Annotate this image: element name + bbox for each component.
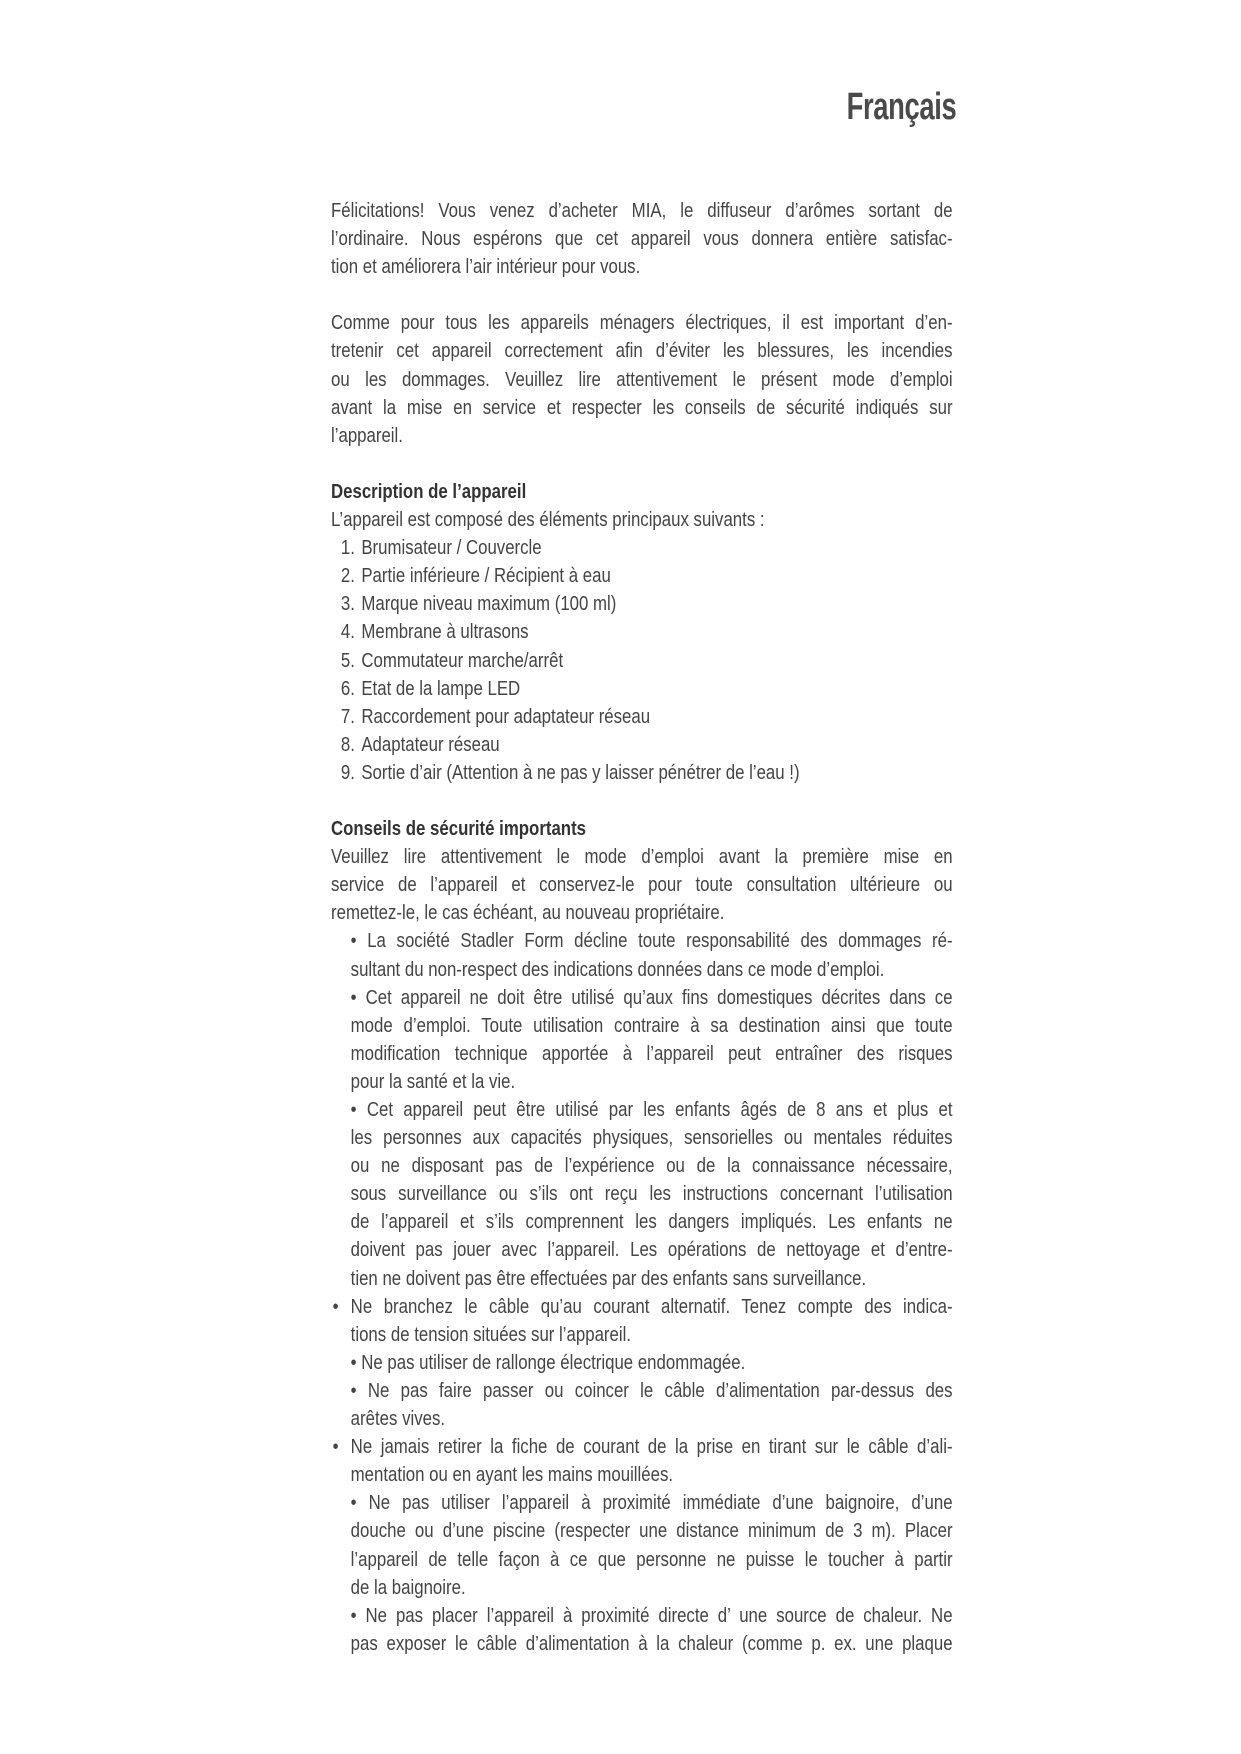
item-text: Raccordement pour adaptateur réseau <box>361 704 651 728</box>
text-line: avant la mise en service et respecter les conseils de sécurité indiqués sur <box>331 395 953 419</box>
text-line: Comme pour tous les appareils ménagers électriques, il est important d’en- <box>331 311 953 335</box>
bullet-item <box>331 1293 953 1349</box>
text-line: service de l’appareil et conservez-le pour toute consultation ultérieure ou <box>331 873 953 897</box>
text-line: Veuillez lire attentivement le mode d’emploi avant la première mise en <box>331 845 953 869</box>
item-number: 2. <box>340 564 355 588</box>
item-number: 3. <box>340 592 355 616</box>
text-line: doivent pas jouer avec l’appareil. Les opérations de nettoyage et d’entre- <box>350 1238 953 1262</box>
item-text: Brumisateur / Couvercle <box>361 536 542 560</box>
bullet-item <box>331 927 953 983</box>
item-number: 9. <box>340 760 355 784</box>
text-line: l’ordinaire. Nous espérons que cet appareil vous donnera entière satisfac- <box>331 227 953 251</box>
bullet-item <box>331 984 953 1096</box>
text-line: L’appareil est composé des éléments principaux suivants : <box>331 508 765 532</box>
item-number: 4. <box>340 620 355 644</box>
text-line: Félicitations! Vous venez d’acheter MIA, le diffuseur d’arômes sortant de <box>331 199 953 222</box>
item-text: Membrane à ultrasons <box>361 620 529 644</box>
list-item <box>331 675 953 703</box>
bullet-item <box>331 1377 953 1433</box>
list-item <box>331 562 953 590</box>
bullet-item <box>331 1349 953 1377</box>
text-line: les personnes aux capacités physiques, sensorielles ou mentales réduites <box>350 1126 953 1150</box>
item-text: Marque niveau maximum (100 ml) <box>361 592 617 616</box>
text-line: pas exposer le câble d’alimentation à la chaleur (comme p. ex. une plaque <box>350 1631 953 1655</box>
item-text: Partie inférieure / Récipient à eau <box>361 564 611 588</box>
spacer <box>331 787 953 815</box>
item-text: Commutateur marche/arrêt <box>361 648 564 672</box>
paragraph <box>331 197 953 281</box>
item-number: 8. <box>340 732 355 756</box>
text-line: ou les dommages. Veuillez lire attentivement le présent mode d’emploi <box>331 367 953 391</box>
text-line: sultant du non-respect des indications données dans ce mode d’emploi. <box>350 957 885 981</box>
text-line: de l’appareil et s’ils comprennent les dangers impliqués. Les enfants ne <box>350 1210 953 1234</box>
text-line: remettez-le, le cas échéant, au nouveau propriétaire. <box>331 901 725 925</box>
text-line: l’appareil. <box>331 423 403 447</box>
text-line: • La société Stadler Form décline toute responsabilité des dommages ré- <box>350 929 953 953</box>
list-item <box>331 590 953 618</box>
item-number: 5. <box>340 648 355 672</box>
bullet-icon: • <box>332 1435 339 1459</box>
list-item <box>331 703 953 731</box>
bullet-item <box>331 1433 953 1489</box>
list-item <box>331 731 953 759</box>
item-text: Etat de la lampe LED <box>361 676 521 700</box>
section-heading: Conseils de sécurité importants <box>331 817 587 841</box>
text-line: • Ne pas faire passer ou coincer le câble d’alimentation par-dessus des <box>350 1378 953 1402</box>
bullet-item <box>331 1096 953 1293</box>
text-line: ou ne disposant pas de l’expérience ou de la connaissance nécessaire, <box>350 1154 953 1178</box>
text-line: Ne jamais retirer la fiche de courant de la prise en tirant sur le câble d’ali- <box>350 1435 953 1459</box>
item-number: 7. <box>340 704 355 728</box>
text-line: tion et améliorera l’air intérieur pour vous. <box>331 255 641 279</box>
item-number: 1. <box>340 536 355 560</box>
text-line: • Cet appareil ne doit être utilisé qu’aux fins domestiques décrites dans ce <box>350 985 953 1009</box>
list-item <box>331 534 953 562</box>
text-line: douche ou d’une piscine (respecter une distance minimum de 3 m). Placer <box>350 1519 953 1543</box>
text-line: pour la santé et la vie. <box>350 1069 516 1093</box>
text-line: l’appareil de telle façon à ce que personne ne puisse le toucher à partir <box>350 1547 953 1571</box>
document-body <box>331 197 953 1658</box>
list-item <box>331 647 953 675</box>
text-line: tien ne doivent pas être effectuées par des enfants sans surveillance. <box>350 1266 867 1290</box>
text-line: de la baignoire. <box>350 1575 466 1599</box>
text-line: • Cet appareil peut être utilisé par les enfants âgés de 8 ans et plus et <box>350 1098 953 1121</box>
spacer <box>331 281 953 309</box>
section-heading: Description de l’appareil <box>331 479 527 503</box>
text-line: Ne branchez le câble qu’au courant alternatif. Tenez compte des indica- <box>350 1294 953 1318</box>
page-title: Français <box>846 86 956 128</box>
text-line: mode d’emploi. Toute utilisation contraire à sa destination ainsi que toute <box>350 1013 953 1037</box>
bullet-item <box>331 1489 953 1601</box>
text-line: • Ne pas utiliser de rallonge électrique endommagée. <box>350 1350 746 1374</box>
bullet-icon: • <box>332 1294 339 1318</box>
text-line: tions de tension situées sur l’appareil. <box>350 1322 632 1346</box>
paragraph <box>331 843 953 927</box>
text-line: modification technique apportée à l’appareil peut entraîner des risques <box>350 1041 953 1065</box>
paragraph <box>331 309 953 449</box>
text-line: • Ne pas placer l’appareil à proximité directe d’ une source de chaleur. Ne <box>350 1603 953 1627</box>
item-text: Sortie d’air (Attention à ne pas y laisser pénétrer de l’eau !) <box>361 760 800 784</box>
text-line: mentation ou en ayant les mains mouillées. <box>350 1463 674 1487</box>
text-line: arêtes vives. <box>350 1407 446 1431</box>
spacer <box>331 450 953 478</box>
item-number: 6. <box>340 676 355 700</box>
list-item <box>331 618 953 646</box>
item-text: Adaptateur réseau <box>361 732 500 756</box>
text-line: • Ne pas utiliser l’appareil à proximité immédiate d’une baignoire, d’une <box>350 1491 953 1515</box>
list-item <box>331 759 953 787</box>
component-list <box>331 534 953 787</box>
paragraph <box>331 506 953 534</box>
text-line: tretenir cet appareil correctement afin d’éviter les blessures, les incendies <box>331 339 953 363</box>
bullet-item <box>331 1602 953 1658</box>
text-line: sous surveillance ou s’ils ont reçu les instructions concernant l’utilisation <box>350 1182 953 1206</box>
